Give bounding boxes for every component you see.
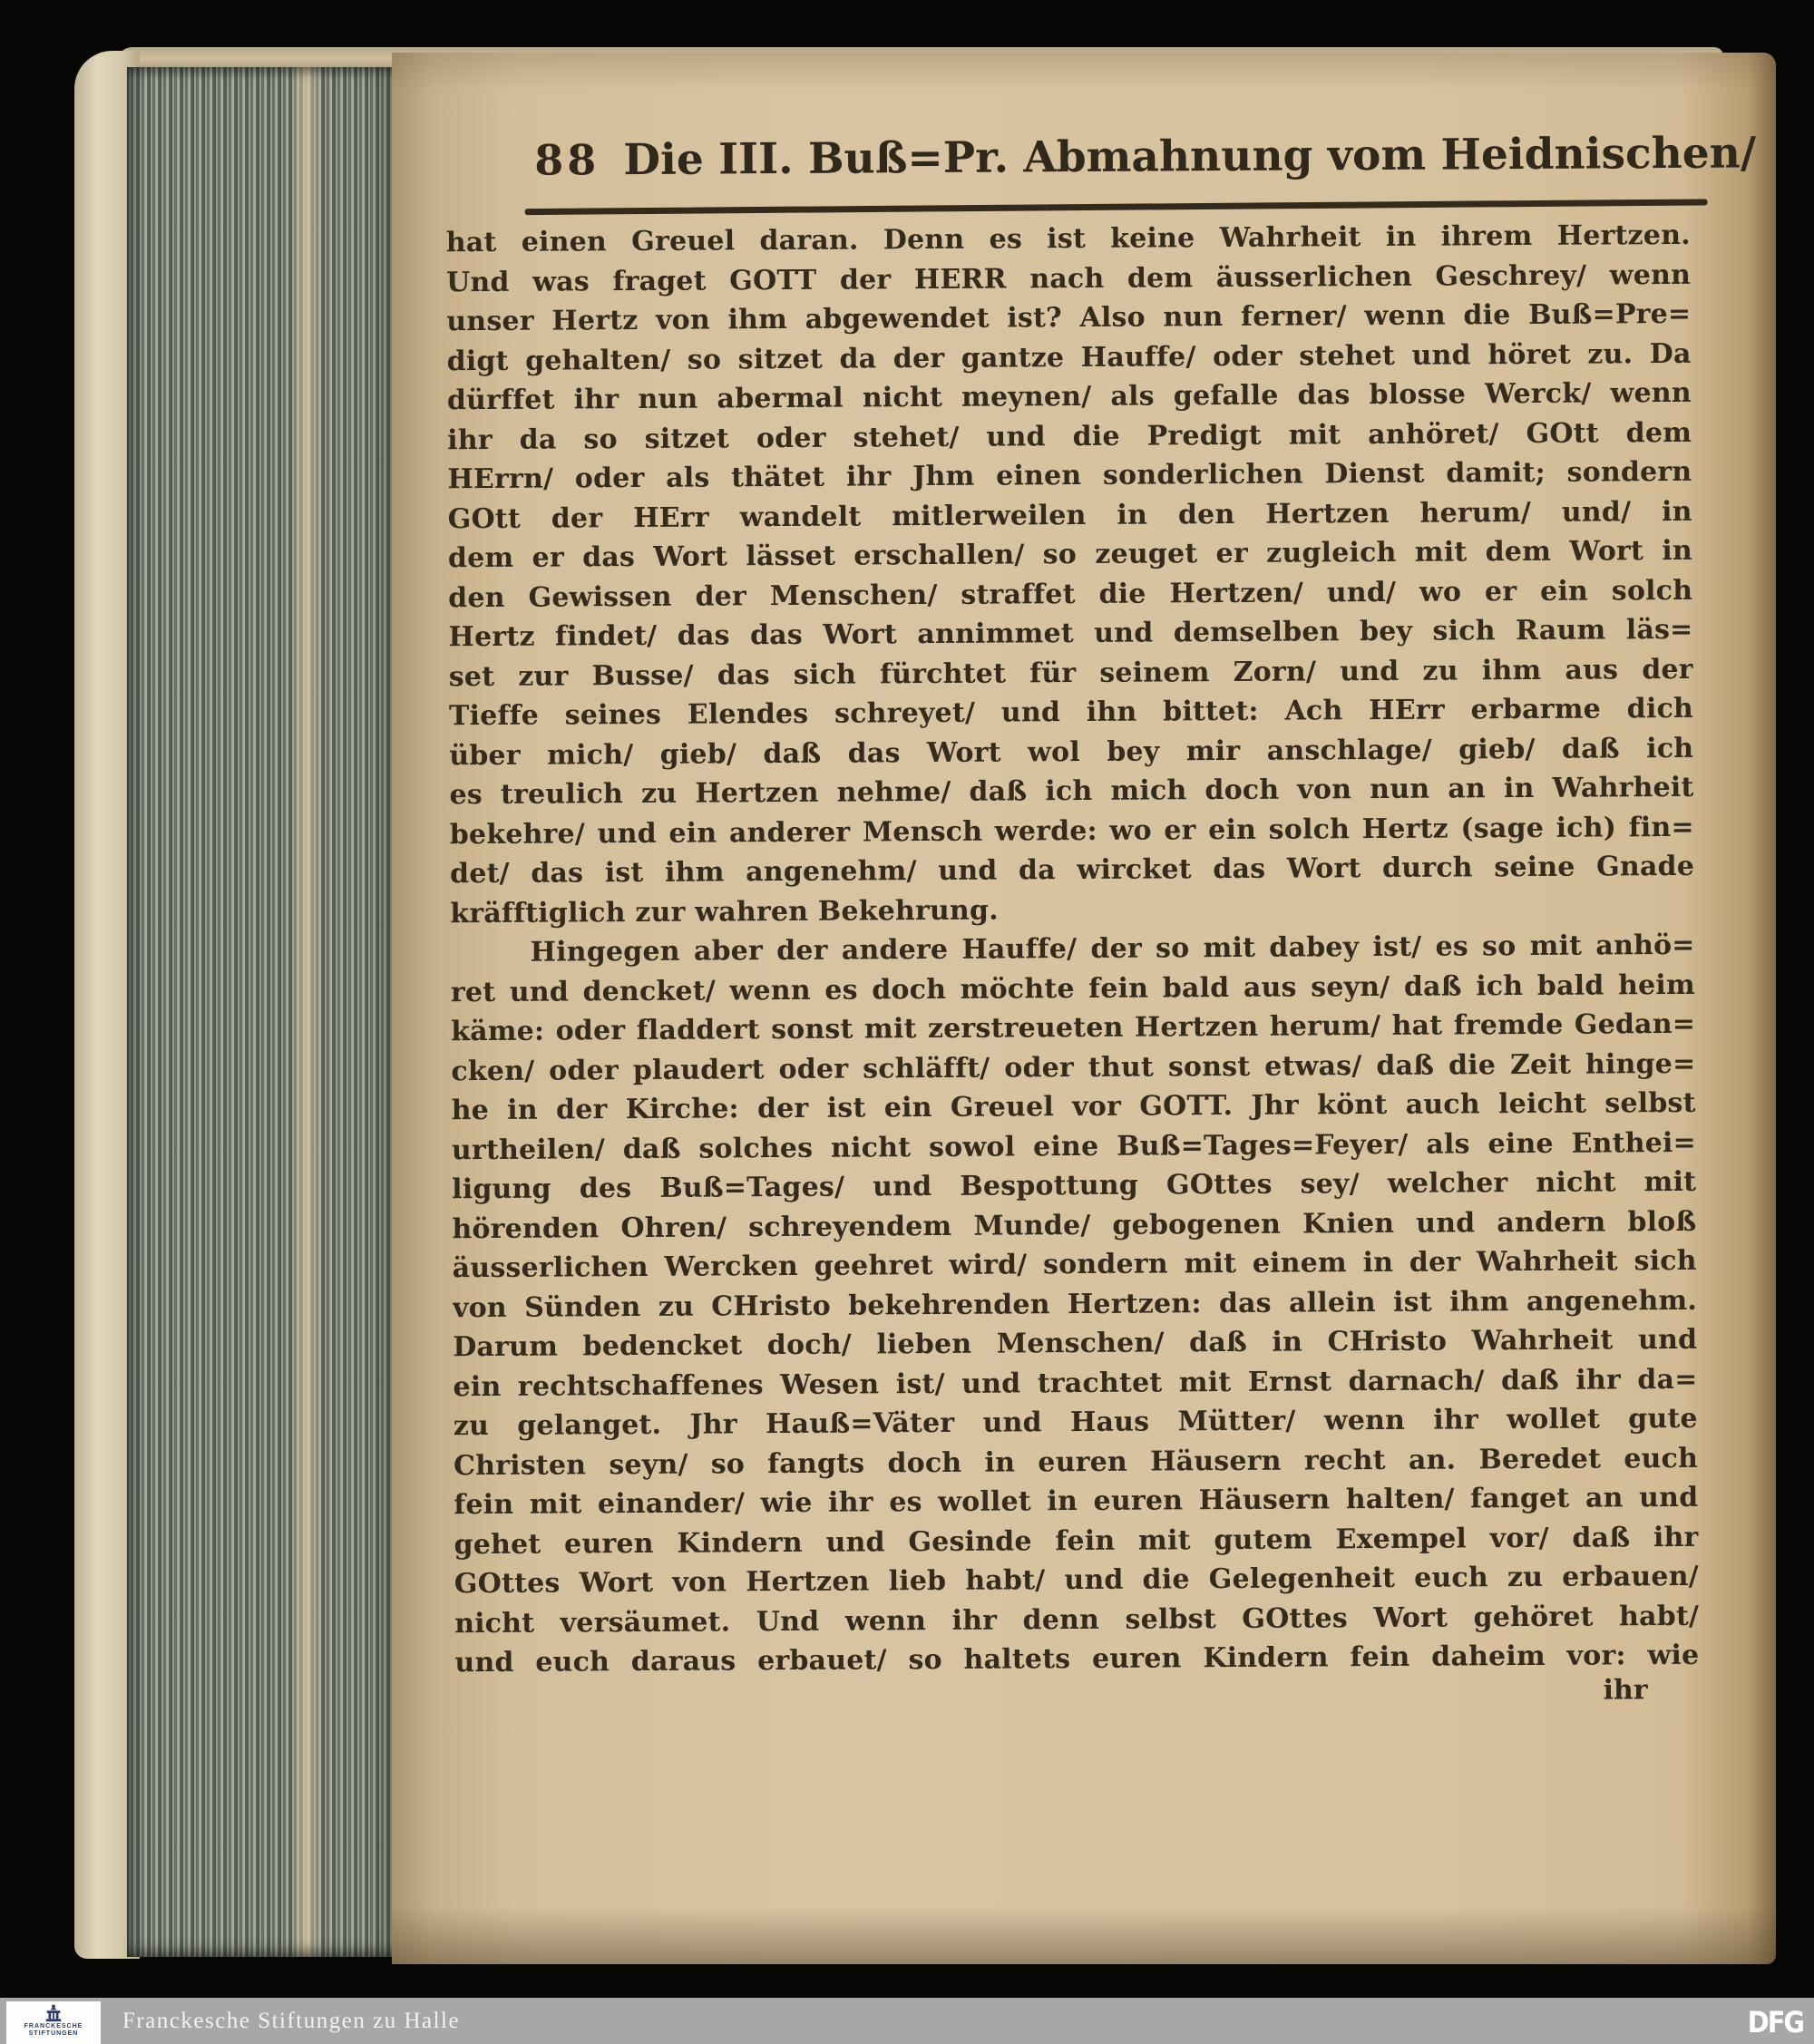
text-line: von Sünden zu CHristo bekehrenden Hertzen: das allein ist ihm angenehm. — [452, 1284, 1698, 1324]
text-line: zu gelanget. Jhr Hauß=Väter und Haus Mütter/ wenn ihr wollet gute — [453, 1402, 1698, 1443]
institution-name: Franckesche Stiftungen zu Halle — [122, 2009, 461, 2033]
page-number: 88 — [534, 135, 600, 185]
text-line: dem er das Wort lässet erschallen/ so zeuget er zugleich mit dem Wort in — [447, 534, 1693, 575]
text-line: GOtt der HErr wandelt mitlerweilen in den Hertzen herum/ und/ in — [447, 495, 1692, 535]
running-title: Die III. Buß=Pr. Abmahnung vom Heidnischen/ — [623, 128, 1757, 186]
text-line: digt gehalten/ so sitzet da der gantze Hauffe/ oder stehet und höret zu. Da — [446, 337, 1692, 377]
page-header — [534, 128, 1757, 186]
franckesche-stiftungen-logo — [6, 2001, 101, 2044]
text-line: hörenden Ohren/ schreyendem Munde/ gebogenen Knien und andern bloß — [452, 1205, 1697, 1245]
logo-text-line2: STIFTUNGEN — [28, 2030, 79, 2037]
text-line: urtheilen/ daß solches nicht sowol eine Buß=Tages=Feyer/ als eine Enthei= — [451, 1126, 1697, 1166]
text-line: ihr da so sitzet oder stehet/ und die Predigt mit anhöret/ GOtt dem — [447, 416, 1692, 456]
footer-bar — [0, 1998, 1814, 2044]
text-line: he in der Kirche: der ist ein Greuel vor GOTT. Jhr könt auch leicht selbst — [451, 1086, 1696, 1127]
text-line: cken/ oder plaudert oder schläfft/ oder thut sonst etwas/ daß die Zeit hinge= — [451, 1047, 1696, 1087]
text-line: unser Hertz von ihm abgewendet ist? Also nun ferner/ wenn die Buß=Pre= — [446, 297, 1692, 338]
text-line: Und was fraget GOTT der HERR nach dem äusserlichen Geschrey/ wenn — [445, 258, 1692, 298]
text-line: dürffet ihr nun abermal nicht meynen/ als gefalle das blosse Werck/ wenn — [446, 376, 1692, 417]
text-line: gehet euren Kindern und Gesinde fein mit gutem Exempel vor/ daß ihr — [454, 1521, 1699, 1561]
text-line: Christen seyn/ so fangts doch in euren Häusern recht an. Beredet euch — [453, 1442, 1699, 1482]
text-line: Hertz findet/ das das Wort annimmet und demselben bey sich Raum läs= — [448, 613, 1693, 654]
text-line: käme: oder fladdert sonst mit zerstreueten Hertzen herum/ hat fremde Gedan= — [451, 1007, 1696, 1048]
text-line: fein mit einander/ wie ihr es wollet in euren Häusern halten/ fanget an und — [454, 1481, 1699, 1522]
page-content — [386, 48, 1782, 1968]
text-line: den Gewissen der Menschen/ straffet die Hertzen/ und/ wo er ein solch — [448, 574, 1693, 614]
text-line: GOttes Wort von Hertzen lieb habt/ und die Gelegenheit euch zu erbauen/ — [454, 1560, 1699, 1601]
text-line: set zur Busse/ das sich fürchtet für seinem Zorn/ und zu ihm aus der — [448, 653, 1693, 693]
text-line: HErrn/ oder als thätet ihr Jhm einen sonderlichen Dienst damit; sondern — [447, 455, 1692, 496]
body-text — [446, 216, 1700, 1683]
catchword: ihr — [1603, 1674, 1648, 1707]
text-line: Hingegen aber der andere Hauffe/ der so mit dabey ist/ es so mit anhö= — [530, 929, 1695, 968]
text-line: bekehre/ und ein anderer Mensch werde: wo er ein solch Hertz (sage ich) fin= — [449, 811, 1694, 851]
text-line: es treulich zu Hertzen nehme/ daß ich mich doch von nun an in Wahrheit — [449, 771, 1694, 812]
text-line: ein rechtschaffenes Wesen ist/ und trachtet mit Ernst darnach/ daß ihr da= — [453, 1363, 1698, 1403]
header-rule — [525, 199, 1708, 215]
text-line: Darum bedencket doch/ lieben Menschen/ daß in CHristo Wahrheit und — [453, 1323, 1698, 1364]
text-line: kräfftiglich zur wahren Bekehrung. — [450, 894, 999, 930]
book-page — [392, 53, 1776, 1964]
text-line: über mich/ gieb/ daß das Wort wol bey mir anschlage/ gieb/ daß ich — [449, 732, 1694, 772]
text-line: ligung des Buß=Tages/ und Bespottung GOttes sey/ welcher nicht mit — [452, 1165, 1697, 1206]
text-line: hat einen Greuel daran. Denn es ist keine Wahrheit in ihrem Hertzen. — [445, 219, 1691, 259]
book-page-stack — [127, 67, 399, 1957]
francke-building-icon — [44, 2003, 63, 2023]
text-line: nicht versäumet. Und wenn ihr denn selbst GOttes Wort gehöret habt/ — [454, 1600, 1700, 1640]
dfg-logo: DFG — [1747, 2005, 1803, 2039]
text-line: det/ das ist ihm angenehm/ und da wircket das Wort durch seine Gnade — [449, 850, 1695, 891]
text-line: ret und dencket/ wenn es doch möchte fein bald aus seyn/ daß ich bald heim — [450, 968, 1695, 1008]
text-line: und euch daraus erbauet/ so haltets euren Kindern fein daheim vor: wie — [454, 1639, 1700, 1679]
text-line: äusserlichen Wercken geehret wird/ sondern mit einem in der Wahrheit sich — [452, 1244, 1697, 1285]
logo-text-line1: FRANCKESCHE — [24, 2023, 83, 2029]
text-line: Tieffe seines Elendes schreyet/ und ihn bittet: Ach HErr erbarme dich — [448, 692, 1694, 733]
